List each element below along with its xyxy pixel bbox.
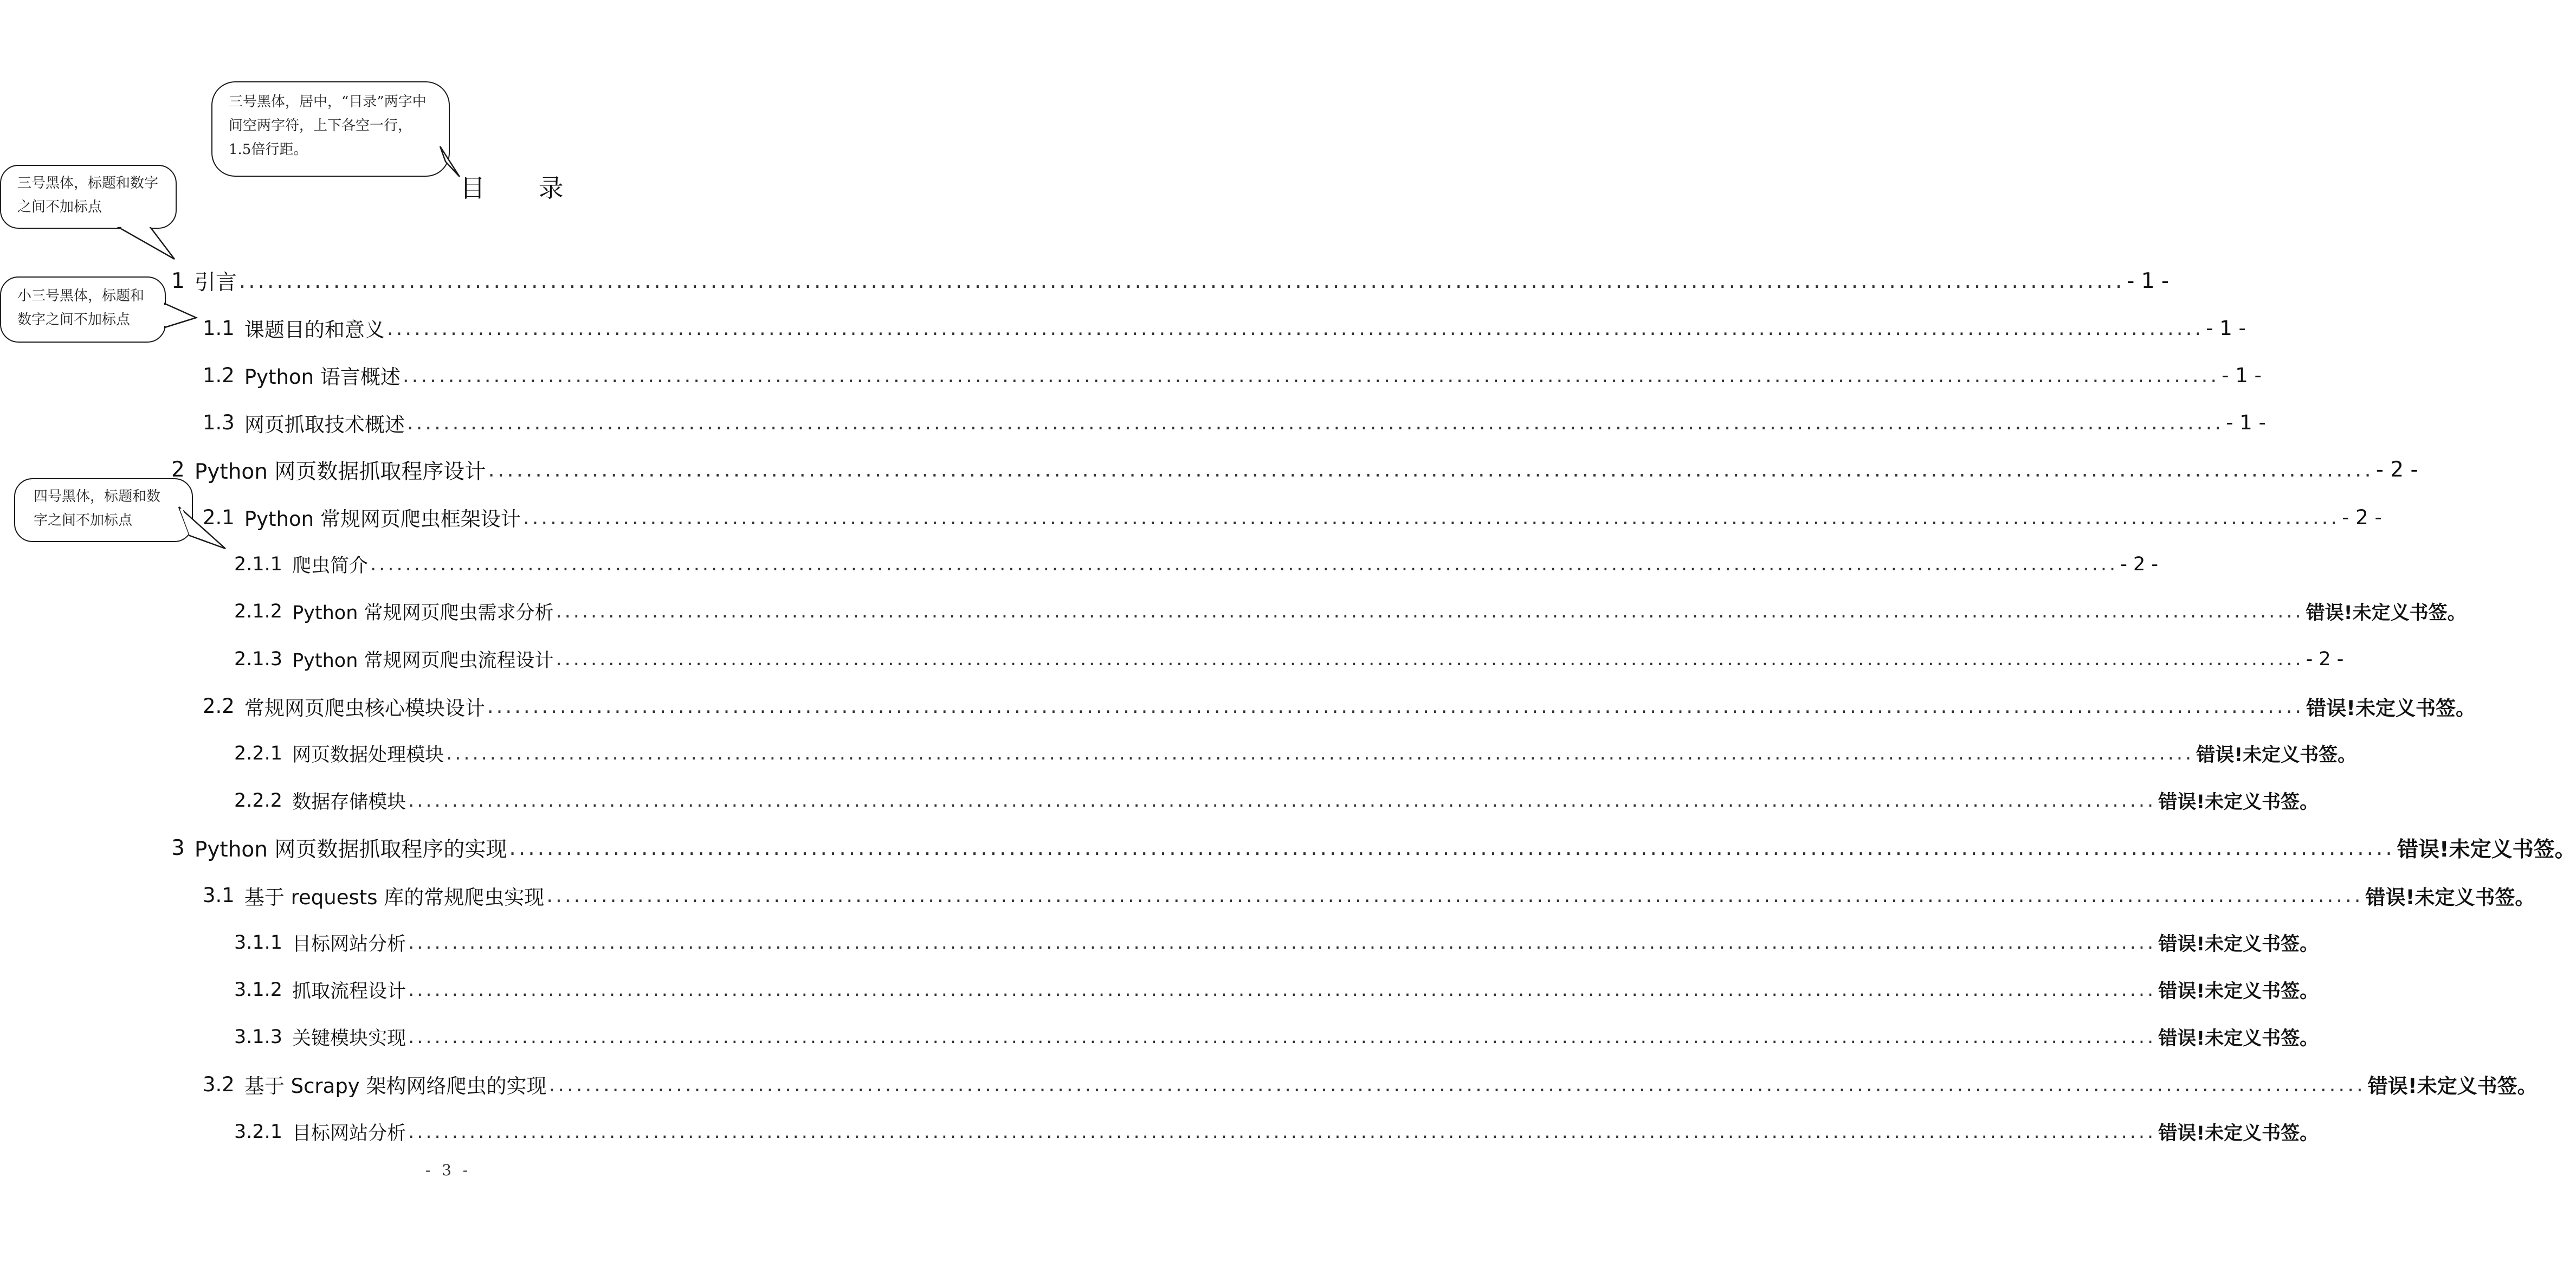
toc-entry-page: - 2 - xyxy=(2120,553,2158,576)
toc-entry-number: 3 xyxy=(171,835,185,860)
toc-entry-title: 数据存储模块 xyxy=(292,791,406,814)
toc-entry-title: 常规网页爬虫核心模块设计 xyxy=(244,696,485,720)
toc-entry-page: 错误!未定义书签。 xyxy=(2367,1074,2538,1098)
toc-entry[interactable] xyxy=(203,879,2535,912)
toc-leader-dots: ........................................................................................................................................................................................................ xyxy=(370,553,2119,576)
toc-leader-dots: ........................................................................................................................................................................................................ xyxy=(556,648,2304,670)
toc-entry-page: - 2 - xyxy=(2306,648,2344,670)
toc-entry[interactable] xyxy=(234,926,2319,959)
toc-entry[interactable] xyxy=(234,1021,2319,1053)
toc-entry-page: - 1 - xyxy=(2222,363,2262,387)
toc-leader-dots: ........................................................................................................................................................................................................ xyxy=(556,601,2304,623)
toc-entry-page: 错误!未定义书签。 xyxy=(2306,602,2467,625)
toc-entry-page: 错误!未定义书签。 xyxy=(2158,1122,2319,1144)
toc-entry[interactable] xyxy=(234,1116,2319,1148)
toc-entry-title: 关键模块实现 xyxy=(292,1028,406,1050)
toc-entry[interactable] xyxy=(203,690,2476,723)
toc-entry-number: 1.3 xyxy=(203,411,235,435)
toc-entry-number: 2.1.3 xyxy=(234,648,283,670)
toc-entry[interactable] xyxy=(234,548,2158,581)
toc-entry[interactable] xyxy=(203,1068,2538,1100)
toc-entry-number: 2.1.2 xyxy=(234,601,283,623)
toc-entry-number: 1.2 xyxy=(203,363,235,387)
toc-entry-title: 课题目的和意义 xyxy=(244,318,385,342)
toc-leader-dots: ........................................................................................................................................................................................................ xyxy=(446,743,2194,764)
toc-entry-page: 错误!未定义书签。 xyxy=(2158,791,2319,814)
callout-text: 小三号黑体，标题和数字之间不加标点 xyxy=(17,288,145,328)
toc-entry-number: 2.1 xyxy=(203,505,235,529)
toc-entry-page: 错误!未定义书签。 xyxy=(2365,885,2535,909)
toc-entry-number: 1 xyxy=(171,268,185,293)
toc-entry[interactable] xyxy=(171,454,2418,486)
toc-entry-title: 目标网站分析 xyxy=(292,1122,406,1144)
toc-leader-dots: ........................................................................................................................................................................................................ xyxy=(408,790,2157,812)
toc-entry[interactable] xyxy=(234,595,2467,628)
toc-entry-title: Python 常规网页爬虫流程设计 xyxy=(292,649,554,672)
toc-entry-title: 基于 Scrapy 架构网络爬虫的实现 xyxy=(244,1074,547,1098)
page-number: - 3 - xyxy=(425,1161,472,1179)
toc-entry-title: Python 常规网页爬虫需求分析 xyxy=(292,602,554,625)
toc-entry-title: 爬虫简介 xyxy=(292,555,369,577)
toc-entry-number: 3.1.3 xyxy=(234,1026,283,1048)
toc-entry[interactable] xyxy=(203,501,2382,533)
toc-entry[interactable] xyxy=(234,974,2319,1006)
toc-entry-page: - 1 - xyxy=(2206,316,2246,340)
toc-entry-page: 错误!未定义书签。 xyxy=(2158,1028,2319,1050)
toc-leader-dots: ........................................................................................................................................................................................................ xyxy=(402,363,2220,387)
toc-entry-title: 基于 requests 库的常规爬虫实现 xyxy=(244,885,545,909)
toc-entry-title: Python 网页数据抓取程序设计 xyxy=(194,459,486,484)
toc-entry-page: 错误!未定义书签。 xyxy=(2306,696,2476,720)
toc-entry-page: 错误!未定义书签。 xyxy=(2158,933,2319,955)
toc-entry[interactable] xyxy=(203,407,2266,439)
toc-entry-title: Python 常规网页爬虫框架设计 xyxy=(244,507,521,531)
toc-entry-page: 错误!未定义书签。 xyxy=(2397,838,2576,863)
toc-title: 目 录 xyxy=(460,173,586,203)
toc-leader-dots: ........................................................................................................................................................................................................ xyxy=(548,1072,2366,1096)
toc-entry-page: - 2 - xyxy=(2375,458,2418,482)
toc-entry[interactable] xyxy=(171,265,2170,297)
toc-entry[interactable] xyxy=(234,784,2319,817)
toc-entry-number: 3.1.2 xyxy=(234,979,283,1001)
toc-entry-number: 3.1 xyxy=(203,884,235,907)
callout-text: 三号黑体，标题和数字之间不加标点 xyxy=(17,175,159,215)
toc-entry-number: 2.2.2 xyxy=(234,790,283,812)
toc-leader-dots: ........................................................................................................................................................................................................ xyxy=(408,1121,2157,1143)
toc-entry-page: - 1 - xyxy=(2226,411,2266,435)
toc-entry-title: 网页抓取技术概述 xyxy=(244,413,405,436)
toc-entry-number: 2 xyxy=(171,458,185,482)
toc-leader-dots: ........................................................................................................................................................................................................ xyxy=(386,316,2204,340)
toc-entry-page: - 1 - xyxy=(2127,268,2170,293)
toc-leader-dots: ........................................................................................................................................................................................................ xyxy=(546,884,2364,907)
toc-entry[interactable] xyxy=(234,643,2344,675)
toc-entry[interactable] xyxy=(203,359,2262,391)
toc-leader-dots: ........................................................................................................................................................................................................ xyxy=(488,458,2374,482)
toc-entry-number: 3.1.1 xyxy=(234,931,283,954)
toc-entry-title: 网页数据处理模块 xyxy=(292,744,444,766)
callout-text: 三号黑体，居中，“目录”两字中间空两字符，上下各空一行，1.5倍行距。 xyxy=(229,94,427,158)
toc-leader-dots: ........................................................................................................................................................................................................ xyxy=(238,268,2125,293)
toc-leader-dots: ........................................................................................................................................................................................................ xyxy=(408,979,2157,1001)
toc-leader-dots: ........................................................................................................................................................................................................ xyxy=(406,411,2224,435)
toc-leader-dots: ........................................................................................................................................................................................................ xyxy=(408,1026,2157,1048)
toc-leader-dots: ........................................................................................................................................................................................................ xyxy=(509,835,2395,860)
toc-leader-dots: ........................................................................................................................................................................................................ xyxy=(487,694,2304,718)
toc-entry-title: Python 语言概述 xyxy=(244,365,401,389)
toc-entry-page: 错误!未定义书签。 xyxy=(2158,981,2319,1002)
toc-entry[interactable] xyxy=(234,737,2357,770)
toc-entry-title: 引言 xyxy=(194,271,237,295)
toc-entry-number: 2.1.1 xyxy=(234,553,283,576)
toc-entry-title: 目标网站分析 xyxy=(292,933,406,955)
toc-entry-page: - 2 - xyxy=(2342,505,2382,529)
toc-entry-number: 2.2.1 xyxy=(234,743,283,764)
toc-leader-dots: ........................................................................................................................................................................................................ xyxy=(408,931,2157,954)
toc-entry-number: 3.2.1 xyxy=(234,1121,283,1143)
toc-entry-title: 抓取流程设计 xyxy=(292,981,406,1002)
toc-entry-number: 1.1 xyxy=(203,316,235,340)
toc-entry-page: 错误!未定义书签。 xyxy=(2196,744,2357,766)
toc-leader-dots: ........................................................................................................................................................................................................ xyxy=(522,505,2340,529)
toc-entry[interactable] xyxy=(171,832,2576,864)
toc-entry-number: 3.2 xyxy=(203,1072,235,1096)
toc-entry[interactable] xyxy=(203,312,2246,344)
toc-entry-title: Python 网页数据抓取程序的实现 xyxy=(194,838,507,863)
toc-entry-number: 2.2 xyxy=(203,694,235,718)
callout-text: 四号黑体，标题和数字之间不加标点 xyxy=(34,488,161,529)
